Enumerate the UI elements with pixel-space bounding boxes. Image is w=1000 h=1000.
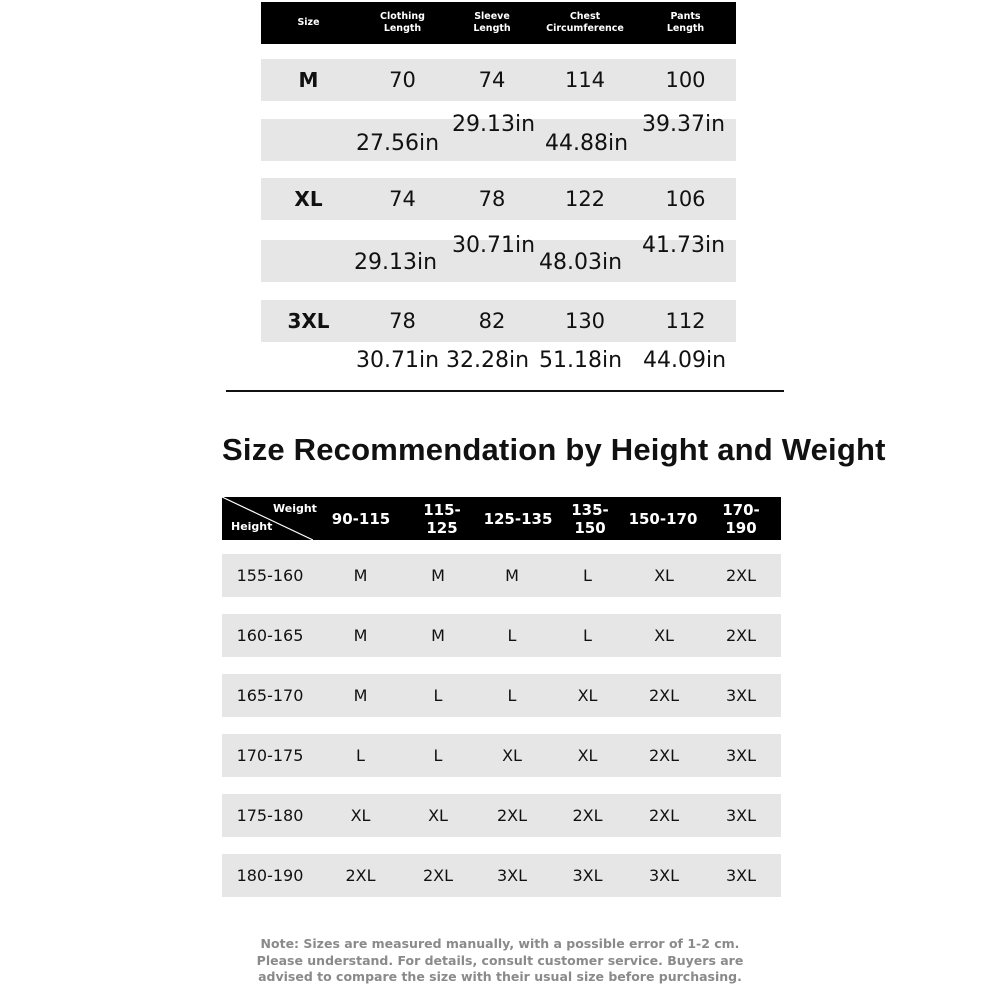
- recommended-size-cell: L: [356, 746, 365, 765]
- header-clothing-length: [356, 11, 449, 35]
- recommendation-header: [222, 497, 781, 540]
- header-line: Clothing: [380, 11, 425, 22]
- recommendation-row: [222, 674, 781, 717]
- recommendation-row: [222, 794, 781, 837]
- recommended-size-cell: 2XL: [496, 806, 528, 825]
- pants-length-cm: 100: [665, 68, 706, 92]
- header-sleeve-length: [449, 11, 535, 35]
- header-size: [261, 17, 356, 29]
- weight-range-header: 125-135: [483, 509, 553, 528]
- recommended-size-cell: 2XL: [345, 866, 376, 885]
- recommended-size-cell: L: [507, 626, 517, 645]
- recommendation-row: [222, 734, 781, 777]
- note-line: advised to compare the size with their usual size before purchasing.: [258, 969, 742, 984]
- note-line: Please understand. For details, consult customer service. Buyers are: [256, 952, 744, 968]
- recommended-size-cell: XL: [577, 686, 598, 705]
- header-line: Length: [473, 23, 511, 34]
- sleeve-length-cm: 82: [478, 309, 506, 333]
- recommended-size-cell: XL: [654, 566, 674, 585]
- recommended-size-cell: XL: [654, 626, 674, 645]
- recommended-size-cell: L: [583, 626, 592, 645]
- chest-in: 44.88in: [545, 131, 629, 156]
- height-range-cell: 165-170: [236, 686, 304, 705]
- recommended-size-cell: XL: [577, 746, 598, 765]
- size-note: [250, 936, 750, 986]
- height-range-cell: 180-190: [236, 866, 304, 885]
- note-line: Note: Sizes are measured manually, with a possible error of 1-2 cm.: [260, 936, 740, 951]
- header-corner-cell: [222, 497, 317, 540]
- recommended-size-cell: M: [353, 686, 368, 705]
- recommended-size-cell: L: [507, 686, 517, 705]
- pants-length-cm: 112: [665, 309, 706, 333]
- sleeve-length-cm: 74: [478, 68, 506, 92]
- recommended-size-cell: 3XL: [725, 686, 757, 705]
- sleeve-length-cm: 78: [478, 187, 506, 211]
- size-row-3xl: [261, 300, 736, 342]
- clothing-length-cm: 78: [389, 309, 416, 333]
- recommendation-rows: [222, 554, 781, 897]
- corner-weight-label: Weight: [273, 502, 317, 515]
- recommendation-row: [222, 554, 781, 597]
- height-range-cell: 170-175: [236, 746, 304, 765]
- clothing-length-in: 29.13in: [354, 250, 438, 275]
- header-line: Pants: [670, 11, 701, 22]
- chest-in: 48.03in: [539, 250, 623, 275]
- pants-length-cm: 106: [665, 187, 706, 211]
- clothing-length-in: 30.71in: [356, 348, 440, 373]
- recommended-size-cell: XL: [350, 806, 371, 825]
- size-row-xl: [261, 178, 736, 220]
- recommended-size-cell: 3XL: [572, 866, 603, 885]
- weight-range-header: 170-190: [722, 500, 760, 537]
- chest-cm: 130: [564, 309, 606, 333]
- recommended-size-cell: 2XL: [648, 686, 680, 705]
- clothing-length-in: 27.56in: [356, 131, 440, 156]
- recommended-size-cell: XL: [428, 806, 448, 825]
- recommended-size-cell: M: [353, 626, 368, 645]
- size-chart-header: [261, 2, 736, 44]
- recommended-size-cell: M: [505, 566, 519, 585]
- recommended-size-cell: 2XL: [648, 746, 680, 765]
- chest-cm: 122: [564, 187, 606, 211]
- weight-range-header: 115-125: [423, 500, 461, 537]
- size-chart-table: [261, 2, 736, 384]
- size-row-m: [261, 59, 736, 101]
- recommended-size-cell: 3XL: [496, 866, 528, 885]
- recommended-size-cell: 2XL: [572, 806, 603, 825]
- chest-cm: 114: [564, 68, 606, 92]
- inch-row-m: [261, 112, 736, 161]
- recommended-size-cell: 3XL: [725, 866, 757, 885]
- pants-length-in: 44.09in: [643, 348, 727, 373]
- header-line: Chest Circumference: [546, 11, 624, 34]
- header-pants-length: [635, 11, 736, 35]
- recommendation-row: [222, 614, 781, 657]
- pants-length-in: 39.37in: [642, 112, 726, 137]
- size-label: 3XL: [287, 309, 330, 333]
- recommendation-title: Size Recommendation by Height and Weight: [222, 432, 886, 467]
- recommendation-row: [222, 854, 781, 897]
- weight-range-header: 90-115: [331, 509, 391, 528]
- height-range-cell: 155-160: [236, 566, 304, 585]
- inch-row-xl: [261, 233, 736, 282]
- header-line: Length: [666, 23, 705, 34]
- size-label: M: [298, 68, 319, 92]
- recommended-size-cell: 2XL: [725, 566, 757, 585]
- recommended-size-cell: 2XL: [422, 866, 454, 885]
- inch-row-3xl: [261, 342, 736, 384]
- clothing-length-cm: 70: [389, 68, 416, 92]
- sleeve-length-in: 29.13in: [452, 112, 536, 137]
- weight-range-header: 135-150: [571, 500, 609, 537]
- size-label: XL: [294, 187, 323, 211]
- header-size-line: Size: [297, 17, 320, 28]
- section-divider: [226, 390, 784, 392]
- recommended-size-cell: 3XL: [725, 746, 757, 765]
- header-line: Length: [383, 23, 422, 34]
- recommended-size-cell: XL: [502, 746, 522, 765]
- recommended-size-cell: L: [583, 566, 592, 585]
- recommended-size-cell: 3XL: [725, 806, 757, 825]
- recommended-size-cell: 2XL: [648, 806, 680, 825]
- height-range-cell: 175-180: [236, 806, 304, 825]
- recommended-size-cell: M: [431, 566, 445, 585]
- recommended-size-cell: L: [433, 686, 443, 705]
- recommended-size-cell: M: [353, 566, 368, 585]
- recommended-size-cell: L: [433, 746, 443, 765]
- recommended-size-cell: M: [431, 626, 445, 645]
- recommendation-table: [222, 497, 781, 897]
- header-line: Sleeve: [474, 11, 510, 22]
- sleeve-length-in: 32.28in: [446, 348, 530, 373]
- chest-in: 51.18in: [539, 348, 623, 373]
- weight-range-header: 150-170: [628, 509, 698, 528]
- sleeve-length-in: 30.71in: [452, 233, 536, 258]
- header-chest-circumference: [535, 11, 635, 35]
- recommended-size-cell: 3XL: [648, 866, 680, 885]
- recommended-size-cell: 2XL: [725, 626, 757, 645]
- height-range-cell: 160-165: [236, 626, 304, 645]
- clothing-length-cm: 74: [389, 187, 416, 211]
- pants-length-in: 41.73in: [642, 233, 726, 258]
- corner-height-label: Height: [231, 520, 273, 533]
